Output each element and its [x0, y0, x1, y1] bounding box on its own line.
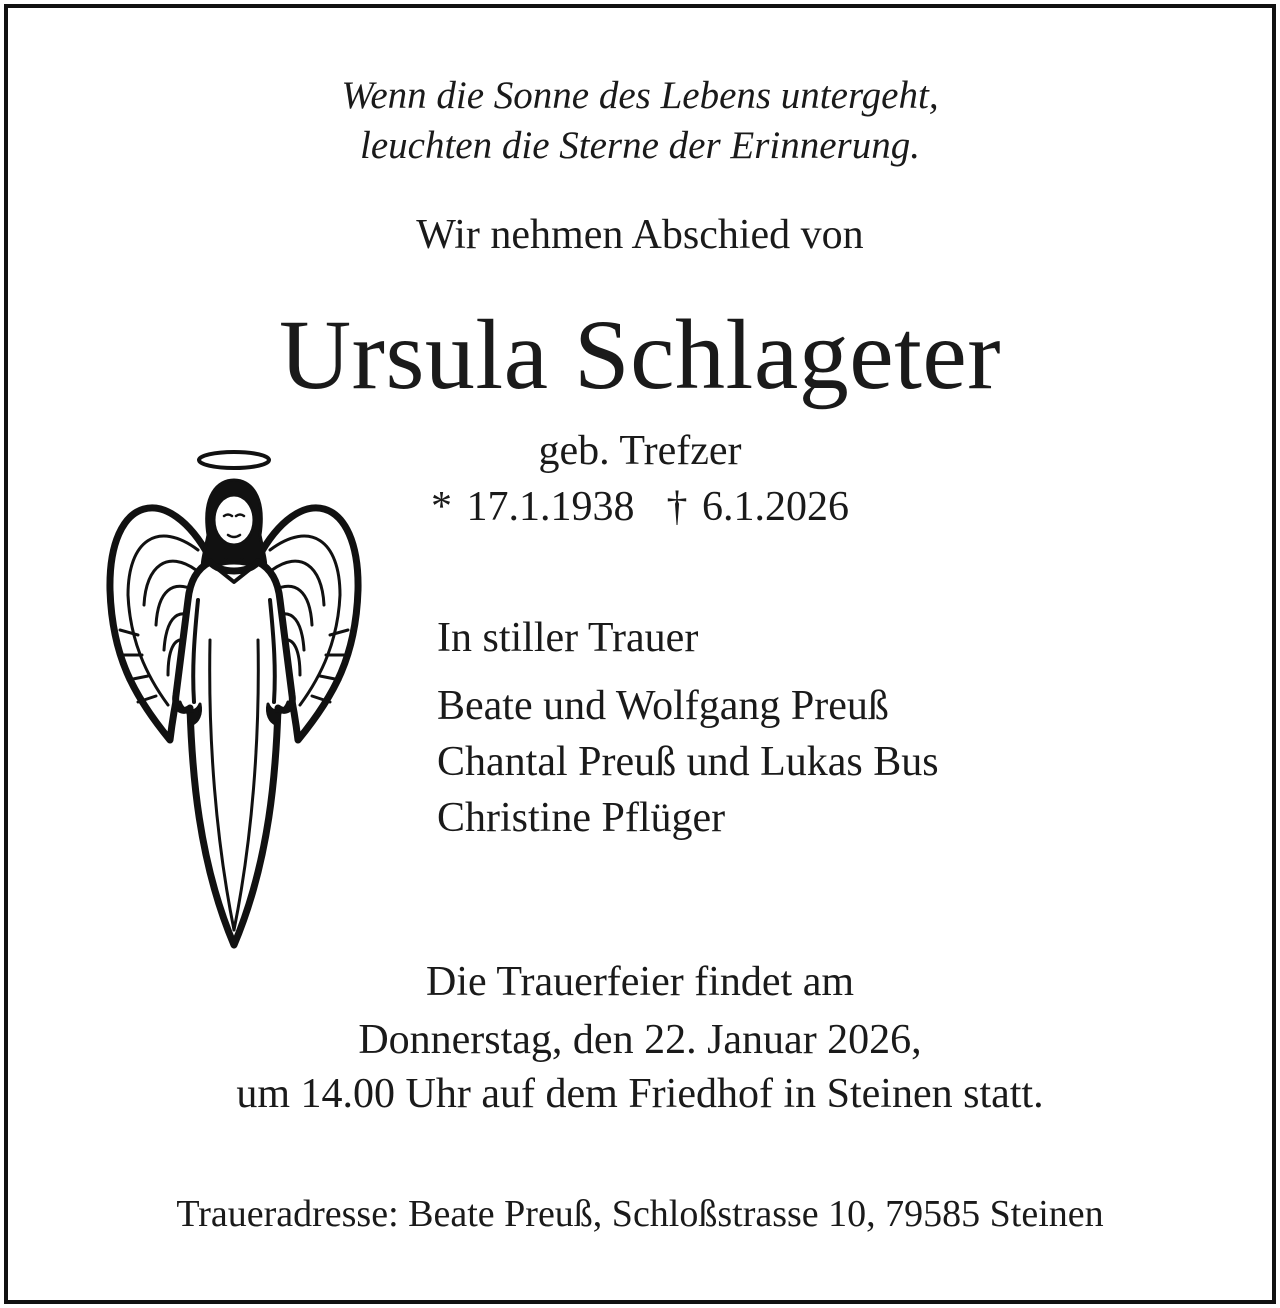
death-date: † 6.1.2026 [666, 484, 849, 530]
angel-icon [98, 440, 378, 960]
mourner-name: Chantal Preuß und Lukas Bus [437, 739, 939, 785]
birth-date: * 17.1.1938 [431, 484, 635, 530]
mourners-heading: In stiller Trauer [437, 615, 699, 661]
ceremony-line-3: um 14.00 Uhr auf dem Friedhof in Steinen statt. [236, 1071, 1044, 1117]
mourner-name: Beate und Wolfgang Preuß [437, 683, 889, 729]
maiden-name: geb. Trefzer [538, 428, 742, 474]
deceased-name: Ursula Schlageter [278, 299, 1002, 410]
motto-line-2: leuchten die Sterne der Erinnerung. [360, 124, 920, 167]
mourning-address: Traueradresse: Beate Preuß, Schloßstrasse 10, 79585 Steinen [176, 1193, 1104, 1235]
ceremony-line-2: Donnerstag, den 22. Januar 2026, [358, 1017, 922, 1063]
motto-line-1: Wenn die Sonne des Lebens untergeht, [341, 74, 939, 117]
mourners-block [437, 610, 939, 846]
ceremony-line-1: Die Trauerfeier findet am [425, 959, 855, 1005]
farewell-intro: Wir nehmen Abschied von [416, 212, 864, 258]
mourner-name: Christine Pflüger [437, 795, 726, 841]
